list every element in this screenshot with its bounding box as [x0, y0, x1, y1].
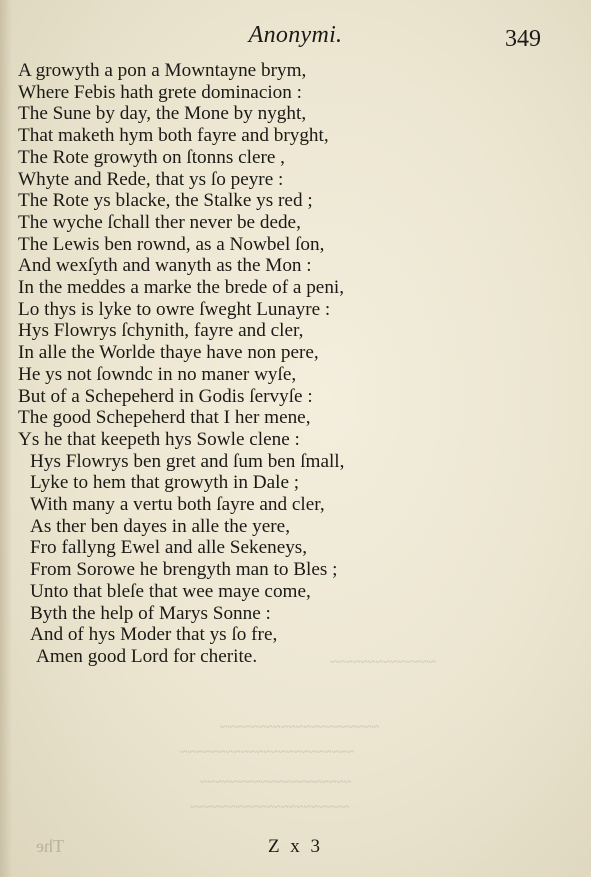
poem-line: As ther ben dayes in alle the yere, [30, 515, 290, 537]
show-through-text: ~~~~~~~~~~~~~~~~~~~~~ [220, 720, 380, 735]
poem-line: Hys Flowrys ben gret and ſum ben ſmall, [30, 450, 345, 472]
poem-line: Ys he that keepeth hys Sowle clene : [18, 428, 300, 450]
poem-line: Byth the help of Marys Sonne : [30, 602, 271, 624]
running-head: Anonymi. [248, 22, 343, 48]
poem-line: Hys Flowrys ſchynith, fayre and cler, [18, 320, 304, 342]
poem-line: And of hys Moder that ys ſo fre, [30, 624, 278, 646]
show-through-text: ~~~~~~~~~~~~~~~~~~~~~ [190, 800, 350, 815]
poem-line: The good Schepeherd that I her mene, [18, 407, 311, 429]
poem-line: From Sorowe he brengyth man to Bles ; [30, 559, 338, 581]
show-through-text: ~~~~~~~~~~~~~~ [330, 655, 437, 670]
poem-line: Lyke to hem that growyth in Dale ; [30, 472, 300, 494]
poem-line: Where Febis hath grete dominacion : [18, 81, 302, 103]
poem-line: Whyte and Rede, that ys ſo peyre : [18, 168, 284, 190]
poem-line: The Rote ys blacke, the Stalke ys red ; [18, 190, 313, 212]
poem-line: The Sune by day, the Mone by nyght, [18, 103, 307, 125]
poem-line: Lo thys is lyke to owre ſweght Lunayre : [18, 298, 331, 320]
poem-line: That maketh hym both fayre and bryght, [18, 125, 329, 147]
poem-line: The wyche ſchall ther never be dede, [18, 211, 301, 233]
show-through-text: ~~~~~~~~~~~~~~~~~~~~ [200, 775, 352, 790]
poem-line: A growyth a pon a Mowntayne brym, [18, 60, 307, 81]
poem-line: The Lewis ben rownd, as a Nowbel ſon, [18, 233, 325, 255]
poem-line: Unto that bleſe that wee maye come, [30, 580, 311, 602]
show-through-text: ~~~~~~~~~~~~~~~~~~~~~~~ [180, 745, 355, 760]
poem-line: With many a vertu both ſayre and cler, [30, 494, 325, 516]
poem-line: In the meddes a marke the brede of a peni, [18, 277, 345, 299]
page-number: 349 [505, 26, 541, 52]
gutter-shadow [0, 0, 12, 877]
poem-line: Fro fallyng Ewel and alle Sekeneys, [30, 537, 308, 559]
poem-line: Amen good Lord for cherite. [36, 645, 258, 667]
poem-line: But of a Schepeherd in Godis ſervyſe : [18, 385, 313, 407]
signature-mark: Z x 3 [267, 836, 324, 857]
catchword: The [36, 836, 64, 856]
poem-line: And wexſyth and wanyth as the Mon : [18, 255, 312, 277]
poem-line: In alle the Worlde thaye have non pere, [18, 342, 319, 364]
poem-line: The Rote growyth on ſtonns clere , [18, 146, 285, 168]
poem-line: He ys not ſowndc in no maner wyſe, [18, 363, 297, 385]
poem-text [18, 60, 418, 668]
